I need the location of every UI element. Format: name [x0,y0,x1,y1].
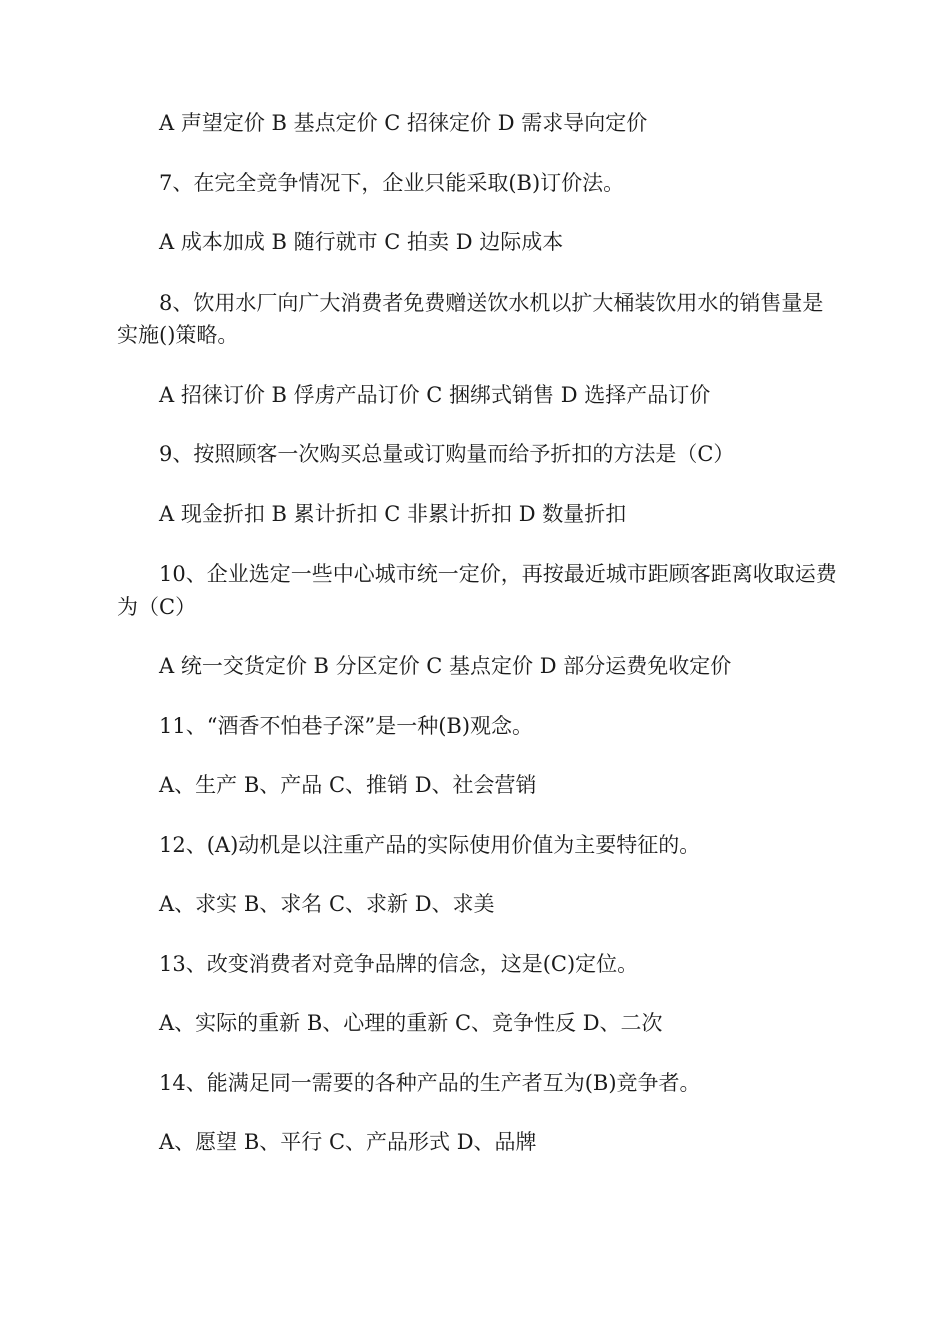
question-line: 11、“酒香不怕巷子深”是一种(B)观念。 [159,713,534,738]
option-line: A 现金折扣 B 累计折扣 C 非累计折扣 D 数量折扣 [159,501,627,526]
question-line: 12、(A)动机是以注重产品的实际使用价值为主要特征的。 [159,832,701,857]
option-line: A 成本加成 B 随行就市 C 拍卖 D 边际成本 [159,230,564,254]
option-line: A 招徕订价 B 俘虏产品订价 C 捆绑式销售 D 选择产品订价 [159,382,711,407]
question-line: 8、饮用水厂向广大消费者免费赠送饮水机以扩大桶装饮用水的销售量是实施()策略。 [117,290,824,348]
question-line: 9、按照顾客一次购买总量或订购量而给予折扣的方法是（C） [159,442,735,467]
question-line: 13、改变消费者对竞争品牌的信念，这是(C)定位。 [159,951,639,976]
option-line: A 声望定价 B 基点定价 C 招徕定价 D 需求导向定价 [159,111,648,135]
question-line: 7、在完全竞争情况下，企业只能采取(B)订价法。 [159,170,625,195]
question-line: 14、能满足同一需要的各种产品的生产者互为(B)竞争者。 [159,1070,701,1095]
document-body [117,108,837,1187]
option-line: A、愿望 B、平行 C、产品形式 D、品牌 [159,1130,537,1155]
question-line: 10、企业选定一些中心城市统一定价，再按最近城市距顾客距离收取运费为（C） [117,562,837,619]
option-line: A 统一交货定价 B 分区定价 C 基点定价 D 部分运费免收定价 [159,654,732,679]
option-line: A、实际的重新 B、心理的重新 C、竞争性反 D、二次 [159,1011,663,1036]
option-line: A、求实 B、求名 C、求新 D、求美 [159,892,495,917]
option-line: A、生产 B、产品 C、推销 D、社会营销 [159,773,537,798]
